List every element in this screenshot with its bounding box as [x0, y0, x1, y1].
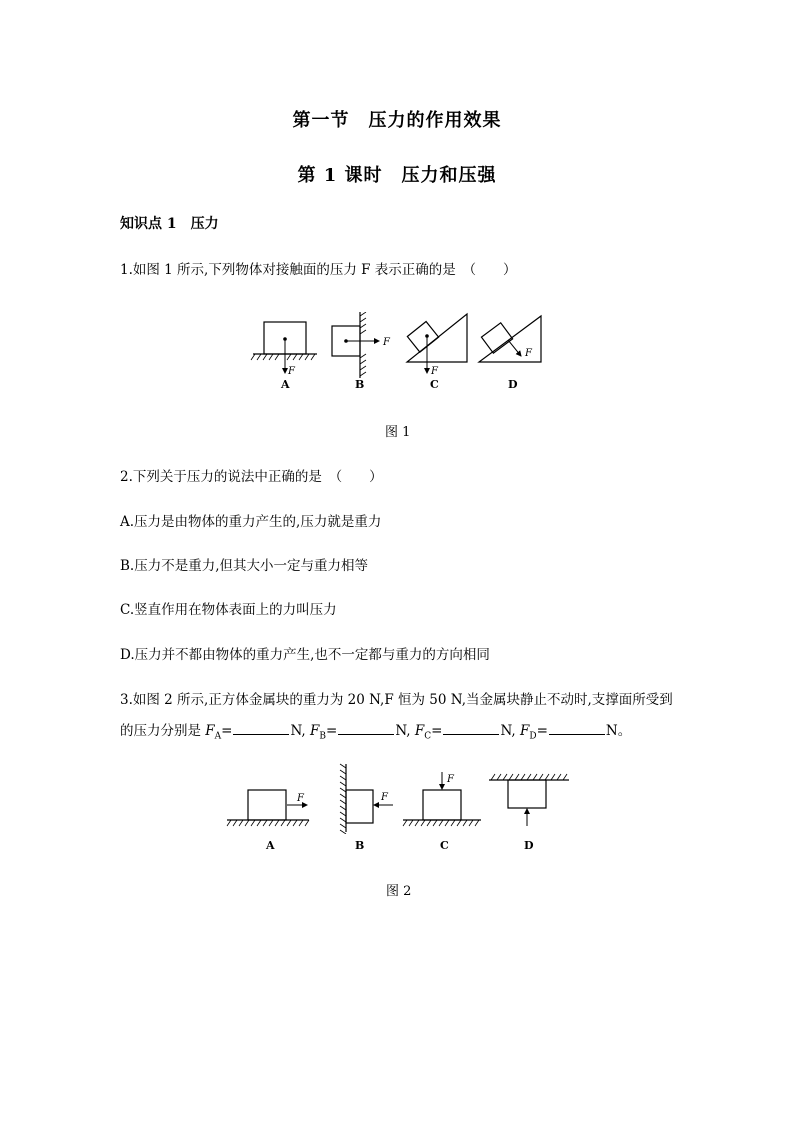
answer-blank-b[interactable]	[338, 722, 394, 735]
answer-blank-a[interactable]	[233, 722, 289, 735]
question-2-option-d: D.压力并不都由物体的重力产生,也不一定都与重力的方向相同	[120, 647, 490, 663]
question-3-stem: 3.如图 2 所示,正方体金属块的重力为 20 N,F 恒为 50 N,当金属块静止不动时,支撑面所受到	[120, 692, 673, 708]
force-symbol: F	[414, 723, 425, 739]
figure-1-diagram-c	[407, 314, 467, 377]
figure-2	[225, 762, 575, 834]
force-label: F	[288, 366, 295, 377]
lesson-title: 第 1 课时 压力和压强	[297, 165, 497, 186]
question-3-answer-line	[120, 719, 631, 742]
question-2-stem: 2.下列关于压力的说法中正确的是 （ ）	[120, 469, 383, 485]
figure-2-diagram-b	[340, 764, 393, 834]
figure-1-option-a: A	[281, 378, 290, 391]
figure-2-option-b: B	[355, 839, 365, 852]
answer-blank-d[interactable]	[549, 722, 605, 735]
subscript-d: D	[529, 731, 537, 742]
figure-2-option-d: D	[524, 839, 534, 852]
question-2-option-c: C.竖直作用在物体表面上的力叫压力	[120, 602, 337, 618]
answer-blank-c[interactable]	[443, 722, 499, 735]
force-label: F	[383, 337, 390, 348]
figure-2-caption: 图 2	[386, 884, 412, 899]
subscript-a: A	[214, 731, 222, 742]
force-label: F	[381, 792, 388, 803]
equals-sign: =	[536, 723, 548, 739]
equals-sign: =	[326, 723, 338, 739]
figure-1-diagram-a	[251, 322, 317, 377]
question-2-option-b: B.压力不是重力,但其大小一定与重力相等	[120, 558, 369, 574]
unit-separator: N,	[500, 723, 516, 739]
figure-2-diagram-a	[227, 790, 309, 826]
answer-prefix: 的压力分别是	[120, 723, 201, 739]
figure-1-diagram-d	[479, 316, 541, 362]
section-title: 第一节 压力的作用效果	[292, 110, 502, 131]
force-symbol: F	[205, 723, 215, 739]
figure-2-diagram-d	[489, 774, 569, 826]
unit-end: N。	[605, 723, 632, 739]
figure-2-option-a: A	[266, 839, 275, 852]
figure-2-option-c: C	[440, 839, 449, 852]
force-label: F	[447, 774, 454, 785]
force-symbol: F	[310, 723, 320, 739]
force-label: F	[297, 793, 304, 804]
equals-sign: =	[221, 723, 233, 739]
question-2-option-a: A.压力是由物体的重力产生的,压力就是重力	[120, 514, 382, 530]
subscript-b: B	[319, 731, 327, 742]
force-symbol: F	[520, 723, 530, 739]
unit-separator: N,	[395, 723, 411, 739]
figure-1-option-d: D	[508, 378, 518, 391]
figure-1-caption: 图 1	[385, 425, 411, 440]
figure-1-option-c: C	[430, 378, 439, 391]
figure-1-diagram-b	[332, 312, 391, 378]
knowledge-point-heading: 知识点 1 压力	[120, 216, 219, 232]
unit-separator: N,	[290, 723, 306, 739]
equals-sign: =	[431, 723, 443, 739]
force-label: F	[431, 366, 438, 377]
subscript-c: C	[424, 731, 432, 742]
figure-2-diagram-c	[403, 772, 481, 826]
question-1-stem: 1.如图 1 所示,下列物体对接触面的压力 F 表示正确的是 （ ）	[120, 262, 517, 278]
figure-1-option-b: B	[355, 378, 365, 391]
force-label: F	[525, 348, 532, 359]
